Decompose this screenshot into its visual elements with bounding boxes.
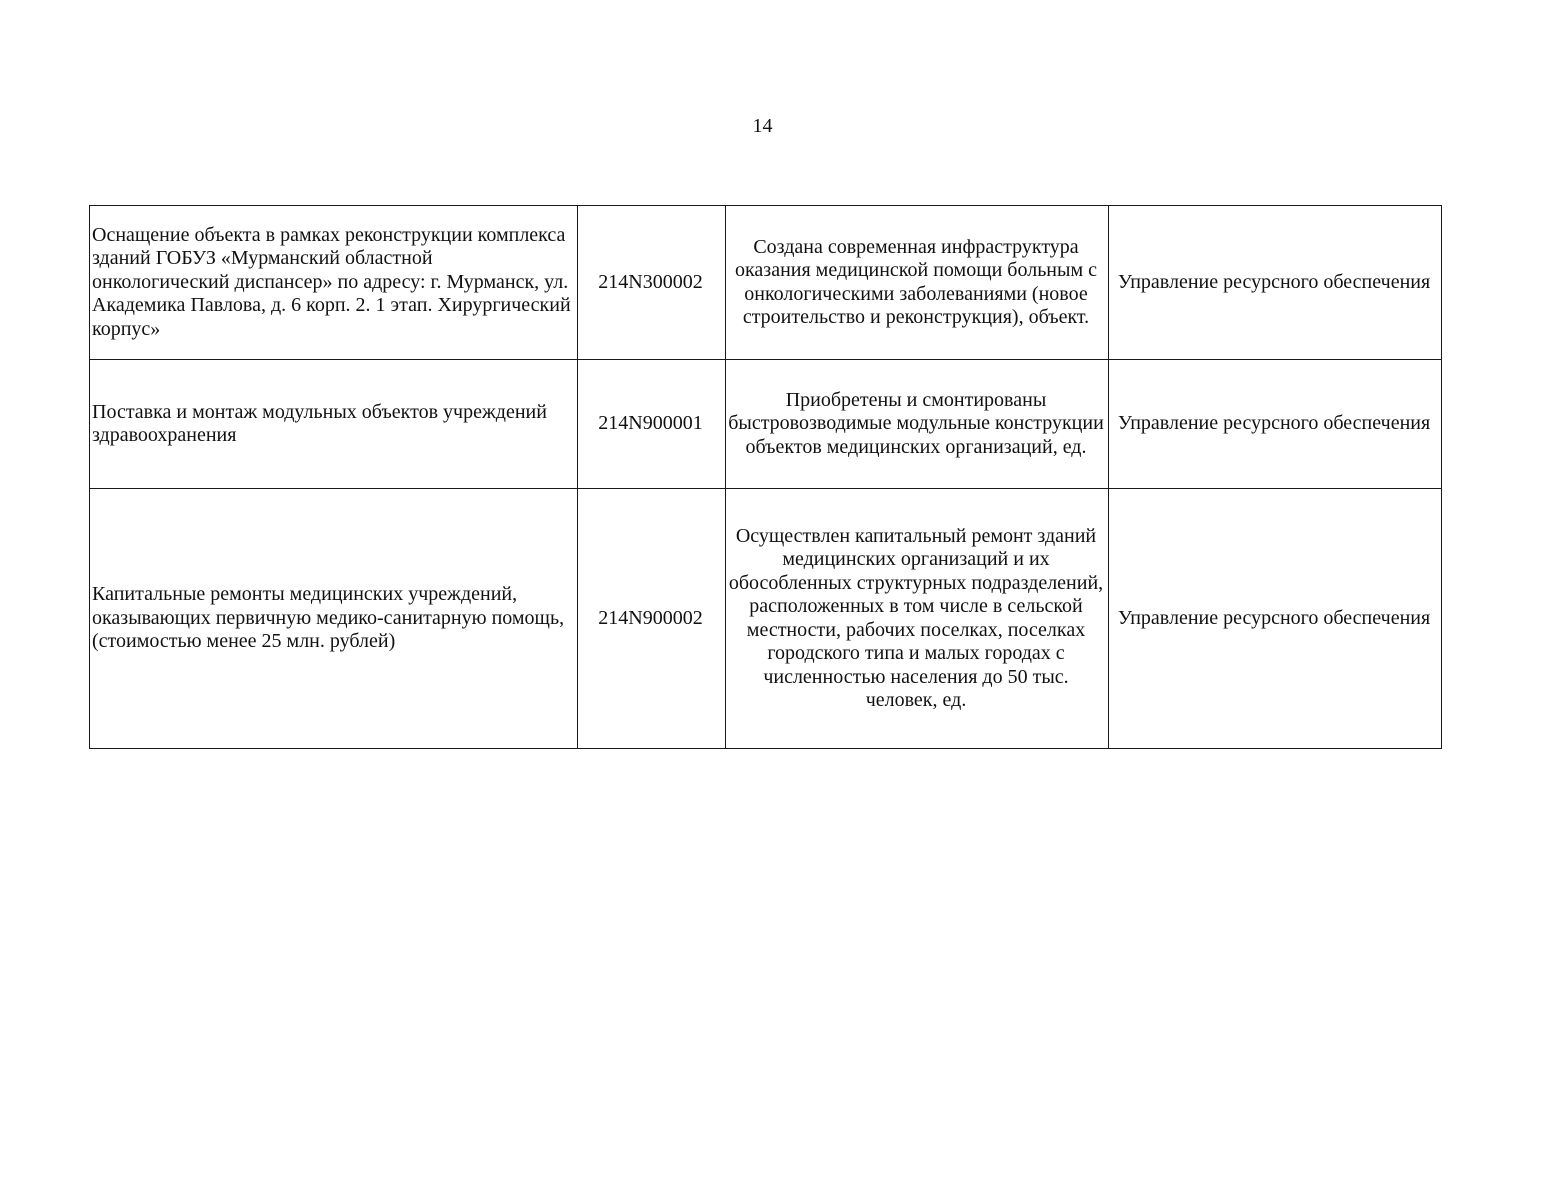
measure-name-cell: Капитальные ремонты медицинских учреждений, оказывающих первичную медико-санитарную помощь, (стоимостью менее 25 млн. рублей) [90, 489, 578, 749]
measure-name-cell: Поставка и монтаж модульных объектов учреждений здравоохранения [90, 360, 578, 489]
measure-result-cell: Приобретены и смонтированы быстровозводимые модульные конструкции объектов медицинских организаций, ед. [726, 360, 1109, 489]
measure-result-cell: Осуществлен капитальный ремонт зданий медицинских организаций и их обособленных структурных подразделений, расположенных в том числе в сельской местности, рабочих поселках, поселках городского типа и малых городах с численностью населения до 50 тыс. человек, ед. [726, 489, 1109, 749]
measure-result-cell: Создана современная инфраструктура оказания медицинской помощи больным с онкологическими заболеваниями (новое строительство и реконструкция), объект. [726, 206, 1109, 360]
table-row [90, 360, 1442, 489]
responsible-cell: Управление ресурсного обеспечения [1109, 360, 1442, 489]
measure-name-cell: Оснащение объекта в рамках реконструкции комплекса зданий ГОБУЗ «Мурманский областной онкологический диспансер» по адресу: г. Мурманск, ул. Академика Павлова, д. 6 корп. 2. 1 этап. Хирургический корпус» [90, 206, 578, 360]
table-row [90, 206, 1442, 360]
page-number: 14 [752, 115, 773, 137]
measures-table [89, 205, 1442, 749]
measure-code-cell: 214N300002 [578, 206, 726, 360]
measure-code-cell: 214N900001 [578, 360, 726, 489]
measure-code-cell: 214N900002 [578, 489, 726, 749]
table-row [90, 489, 1442, 749]
responsible-cell: Управление ресурсного обеспечения [1109, 489, 1442, 749]
responsible-cell: Управление ресурсного обеспечения [1109, 206, 1442, 360]
